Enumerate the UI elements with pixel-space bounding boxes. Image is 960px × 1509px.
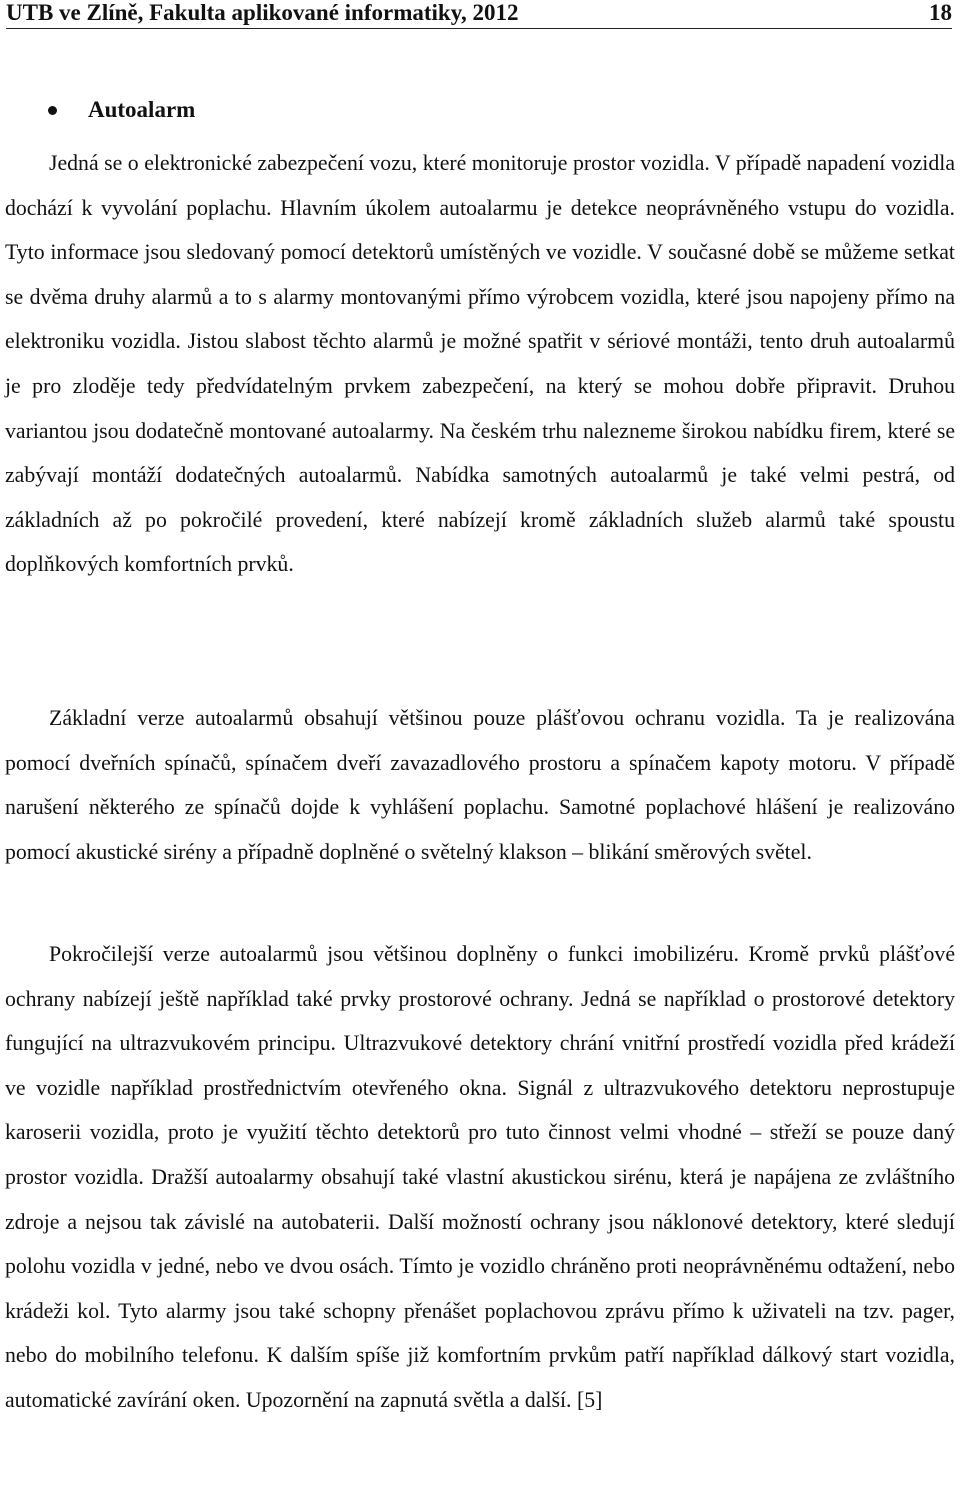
paragraph-intro: Jedná se o elektronické zabezpečení vozu, které monitoruje prostor vozidla. V případě napadení vozidla dochází k vyvolání poplachu. Hlavním úkolem autoalarmu je detekce neoprávněného vstupu do vozidla. Tyto informace jsou sledovaný pomocí detektorů umístěných ve vozidle. V současné době se můžeme setkat se dvěma druhy alarmů a to s alarmy montovanými přímo výrobcem vozidla, které jsou napojeny přímo na elektroniku vozidla. Jistou slabost těchto alarmů je možné spatřit v sériové montáži, tento druh autoalarmů je pro zloděje tedy předvídatelným prvkem zabezpečení, na který se mohou dobře připravit. Druhou variantou jsou dodatečně montované autoalarmy. Na českém trhu nalezneme širokou nabídku firem, které se zabývají montáží dodatečných autoalarmů. Nabídka samotných autoalarmů je také velmi pestrá, od základních až po pokročilé provedení, které nabízejí kromě základních služeb alarmů také spoustu doplňkových komfortních prvků.	[5, 151, 955, 577]
section-heading-text: Autoalarm	[88, 97, 196, 122]
page-number: 18	[929, 0, 952, 25]
header-title: UTB ve Zlíně, Fakulta aplikované informatiky, 2012	[6, 0, 519, 25]
paragraph-basic-versions: Základní verze autoalarmů obsahují většinou pouze plášťovou ochranu vozidla. Ta je realizována pomocí dveřních spínačů, spínačem dveří zavazadlového prostoru a spínačem kapoty motoru. V případě narušení některého ze spínačů dojde k vyhlášení poplachu. Samotné poplachové hlášení je realizováno pomocí akustické sirény a případně doplněné o světelný klakson – blikání směrových světel.	[5, 706, 955, 864]
page-header	[6, 0, 952, 29]
paragraph-advanced-versions: Pokročilejší verze autoalarmů jsou většinou doplněny o funkci imobilizéru. Kromě prvků plášťové ochrany nabízejí ještě například také prvky prostorové ochrany. Jedná se například o prostorové detektory fungující na ultrazvukovém principu. Ultrazvukové detektory chrání vnitřní prostředí vozidla před krádeží ve vozidle například prostřednictvím otevřeného okna. Signál z ultrazvukového detektoru neprostupuje karoserii vozidla, proto je využití těchto detektorů pro tuto činnost velmi vhodné – střeží se pouze daný prostor vozidla. Dražší autoalarmy obsahují také vlastní akustickou sirénu, která je napájena ze zvláštního zdroje a nejsou tak závislé na autobaterii. Další možností ochrany jsou náklonové detektory, které sledují polohu vozidla v jedné, nebo ve dvou osách. Tímto je vozidlo chráněno proti neoprávněnému odtažení, nebo krádeži kol. Tyto alarmy jsou také schopny přenášet poplachovou zprávu přímo k uživateli na tzv. pager, nebo do mobilního telefonu. K dalším spíše již komfortním prvkům patří například dálkový start vozidla, automatické zavírání oken. Upozornění na zapnutá světla a další. [5]	[5, 942, 955, 1412]
bullet-icon	[48, 106, 57, 115]
